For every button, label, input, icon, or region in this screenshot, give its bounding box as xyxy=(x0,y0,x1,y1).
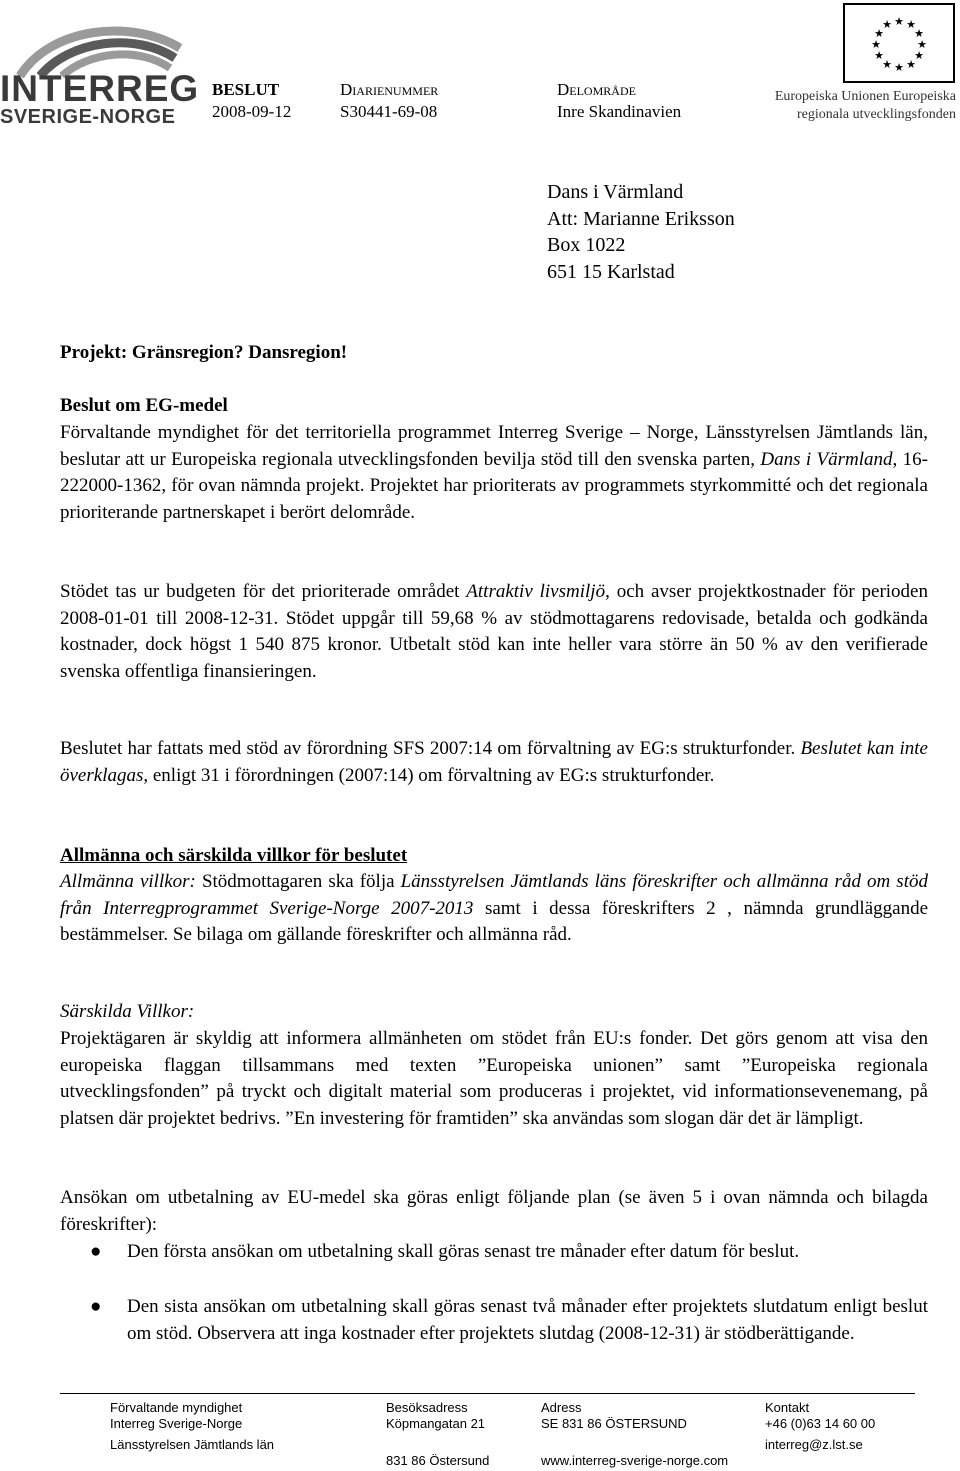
bullet-icon: ● xyxy=(90,1296,102,1317)
footer-col-address: Adress SE 831 86 ÖSTERSUND www.interreg-sverige-norge.com xyxy=(541,1400,729,1468)
bullet-icon: ● xyxy=(90,1241,102,1262)
svg-text:★: ★ xyxy=(874,27,884,40)
list-item: ● Den första ansökan om utbetalning skall göras senast tre månader efter datum för beslut. xyxy=(60,1239,928,1266)
eu-caption-line2: regionala utvecklingsfonden xyxy=(796,107,956,122)
footer-col-contact: Kontakt +46 (0)63 14 60 00 interreg@z.lst.se xyxy=(765,1400,876,1452)
website-link[interactable]: www.interreg-sverige-norge.com xyxy=(541,1453,729,1468)
address-line: 651 15 Karlstad xyxy=(547,260,675,283)
address-line: Dans i Värmland xyxy=(547,181,684,203)
list-item: ● Den sista ansökan om utbetalning skall göras senast två månader efter projektets slutdatum enligt beslut om stöd. Observera att inga kostnader efter projektets slutdag (2008-12-31) är stödberättigande. xyxy=(90,1296,928,1344)
footer-col-authority: Förvaltande myndighet Interreg Sverige-Norge Länsstyrelsen Jämtlands län xyxy=(110,1400,275,1452)
diarienummer-label: Diarienummer xyxy=(340,80,439,99)
svg-text:★: ★ xyxy=(882,18,892,31)
interreg-logo xyxy=(0,18,200,128)
eu-caption xyxy=(736,88,956,124)
address-line: Att: Marianne Eriksson xyxy=(547,207,735,230)
recipient-address xyxy=(547,179,735,285)
section-heading: Beslut om EG-medel xyxy=(60,395,228,416)
paragraph: Beslutet har fattats med stöd av förordning SFS 2007:14 om förvaltning av EG:s strukturfonder. Beslutet kan inte överklagas, enligt 31 i förordningen (2007:14) om förvaltning av EG:s strukturfonder. xyxy=(60,738,928,786)
beslut-label: BESLUT xyxy=(212,80,280,99)
footer-col-visit: Besöksadress Köpmangatan 21 831 86 Östersund xyxy=(386,1400,490,1468)
section-heading: Allmänna och särskilda villkor för beslutet xyxy=(60,845,408,866)
svg-text:★: ★ xyxy=(914,27,924,40)
diarienummer-value: S30441-69-08 xyxy=(340,102,438,121)
svg-text:★: ★ xyxy=(917,38,927,51)
svg-text:★: ★ xyxy=(882,58,892,71)
email-link[interactable]: interreg@z.lst.se xyxy=(765,1437,863,1452)
paragraph: Stödet tas ur budgeten för det prioriterade området Attraktiv livsmiljö, och avser projektkostnader för perioden 2008-01-01 till 2008-12-31. Stödet uppgår till 59,68 % av stödmottagarens redovisade, betalda och godkända kostnader, dock högst 1 540 875 kronor. Utbetalt stöd kan inte heller vara större än 50 % av den verifierade svenska offentliga finansieringen. xyxy=(60,581,928,682)
svg-text:★: ★ xyxy=(871,38,881,51)
svg-text:★: ★ xyxy=(906,58,916,71)
svg-text:★: ★ xyxy=(906,18,916,31)
delomrade-value: Inre Skandinavien xyxy=(557,102,682,121)
project-title: Projekt: Gränsregion? Dansregion! xyxy=(60,342,348,363)
eu-stars-icon xyxy=(845,5,953,81)
eu-flag xyxy=(843,3,955,83)
paragraph: Ansökan om utbetalning av EU-medel ska göras enligt följande plan (se även 5 i ovan nämnda och bilagda föreskrifter): xyxy=(60,1187,928,1235)
address-line: Box 1022 xyxy=(547,234,626,256)
beslut-date: 2008-09-12 xyxy=(212,102,292,121)
svg-text:★: ★ xyxy=(894,61,904,74)
sub-heading: Särskilda Villkor: xyxy=(60,1001,195,1022)
eu-caption-line1: Europeiska Unionen Europeiska xyxy=(774,89,956,104)
svg-text:★: ★ xyxy=(914,49,924,62)
paragraph: Förvaltande myndighet för det territoriella programmet Interreg Sverige – Norge, Länsstyrelsen Jämtlands län, beslutar att ur Europeiska regionala utvecklingsfonden bevilja stöd till den svenska parten, Dans i Värmland, 16-222000-1362, för ovan nämnda projekt. Projektet har prioriterats av programmets styrkommitté och det regionala prioriterande partnerskapet i berört delområde. xyxy=(60,422,929,523)
footer-divider xyxy=(60,1393,915,1394)
paragraph: Allmänna villkor: Stödmottagaren ska följa Länsstyrelsen Jämtlands läns föreskrifter och allmänna råd om stöd från Interregprogrammet Sverige-Norge 2007-2013 samt i dessa föreskrifters 2 , nämnda grundläggande bestämmelser. Se bilaga om gällande föreskrifter och allmänna råd. xyxy=(60,871,929,946)
paragraph: Projektägaren är skyldig att informera allmänheten om stödet från EU:s fonder. Det görs genom att visa den europeiska flaggan tillsammans med texten ”Europeiska unionen” samt ”Europeiska regionala utvecklingsfonden” på tryckt och digitalt material som produceras i projektet, vid informationsevenemang, på platsen där projektet bedrivs. ”En investering för framtiden” ska användas som slogan där det är lämpligt. xyxy=(60,1028,928,1129)
svg-text:★: ★ xyxy=(894,15,904,28)
logo-line1: INTERREG xyxy=(0,68,200,109)
delomrade-label: Delområde xyxy=(557,80,636,99)
logo-line2: SVERIGE-NORGE xyxy=(0,106,176,128)
svg-text:★: ★ xyxy=(874,49,884,62)
